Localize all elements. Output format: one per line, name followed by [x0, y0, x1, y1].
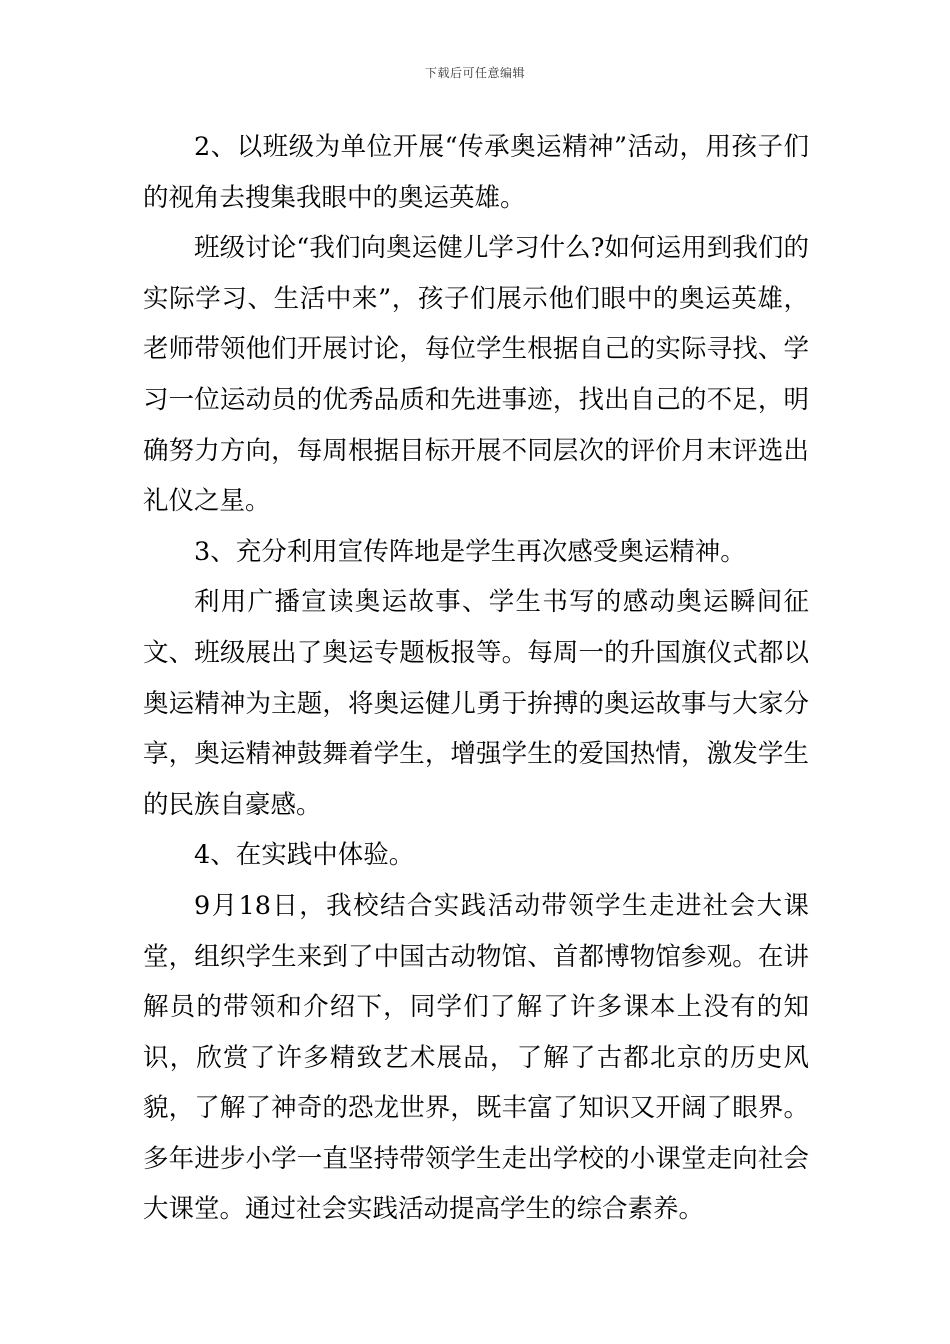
paragraph-class-discussion: 班级讨论“我们向奥运健儿学习什么?如何运用到我们的实际学习、生活中来”，孩子们展示他们眼中的奥运英雄，老师带领他们开展讨论，每位学生根据自己的实际寻找、学习一位运动员的优秀品质和先进事迹，找出自己的不足，明确努力方向，每周根据目标开展不同层次的评价月末评选出礼仪之星。: [143, 233, 809, 517]
paragraph-item-4: 4、在实践中体验。: [194, 840, 415, 871]
page-header: 下载后可任意编辑: [424, 66, 525, 80]
paragraph-item-3: 3、充分利用宣传阵地是学生再次感受奥运精神。: [194, 536, 746, 567]
paragraph-broadcast: 利用广播宣读奥运故事、学生书写的感动奥运瞬间征文、班级展出了奥运专题板报等。每周一的升国旗仪式都以奥运精神为主题，将奥运健儿勇于拚搏的奥运故事与大家分享，奥运精神鼓舞着学生，增强学生的爱国热情，激发学生的民族自豪感。: [143, 587, 809, 820]
paragraph-practice-visit: 9月18日，我校结合实践活动带领学生走进社会大课堂，组织学生来到了中国古动物馆、首都博物馆参观。在讲解员的带领和介绍下，同学们了解了许多课本上没有的知识，欣赏了许多精致艺术展品，了解了古都北京的历史风貌，了解了神奇的恐龙世界，既丰富了知识又开阔了眼界。多年进步小学一直坚持带领学生走出学校的小课堂走向社会大课堂。通过社会实践活动提高学生的综合素养。: [143, 890, 809, 1225]
document-body: [143, 122, 809, 1235]
paragraph-item-2: 2、以班级为单位开展“传承奥运精神”活动，用孩子们的视角去搜集我眼中的奥运英雄。: [143, 132, 809, 213]
